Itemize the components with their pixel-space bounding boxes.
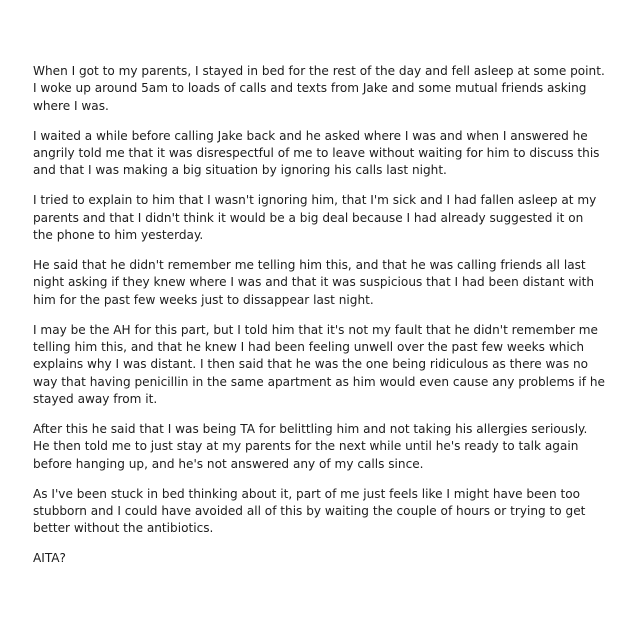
- post-paragraph-6: After this he said that I was being TA for belittling him and not taking his allergies seriously. He then told me to just stay at my parents for the next while until he's ready to talk again before hanging up, and he's not answered any of my calls since.: [33, 422, 588, 471]
- post-paragraph-1: When I got to my parents, I stayed in bed for the rest of the day and fell asleep at some point. I woke up around 5am to loads of calls and texts from Jake and some mutual friends asking where I was.: [33, 64, 605, 113]
- post-paragraph-7: As I've been stuck in bed thinking about it, part of me just feels like I might have been too stubborn and I could have avoided all of this by waiting the couple of hours or trying to get better without the antibiotics.: [33, 486, 586, 536]
- post-paragraph-8: AITA?: [33, 551, 66, 566]
- post-paragraph-3: I tried to explain to him that I wasn't ignoring him, that I'm sick and I had fallen asleep at my parents and that I didn't think it would be a big deal because I had already suggested it on the phone to him yesterday.: [33, 193, 597, 242]
- post-paragraph-5: I may be the AH for this part, but I told him that it's not my fault that he didn't remember me telling him this, and that he knew I had been feeling unwell over the past few weeks which explains why I was distant. I then said that he was the one being ridiculous as there was no way that having penicillin in the same apartment as him would even cause any problems if he stayed away from it.: [33, 322, 605, 406]
- post-paragraph-2: I waited a while before calling Jake back and he asked where I was and when I answered he angrily told me that it was disrespectful of me to leave without waiting for him to discuss this and that I was making a big situation by ignoring his calls last night.: [33, 128, 600, 178]
- post-body: [33, 63, 605, 581]
- post-paragraph-4: He said that he didn't remember me telling him this, and that he was calling friends all last night asking if they knew where I was and that it was suspicious that I had been distant with him for the past few weeks just to dissappear last night.: [33, 258, 595, 307]
